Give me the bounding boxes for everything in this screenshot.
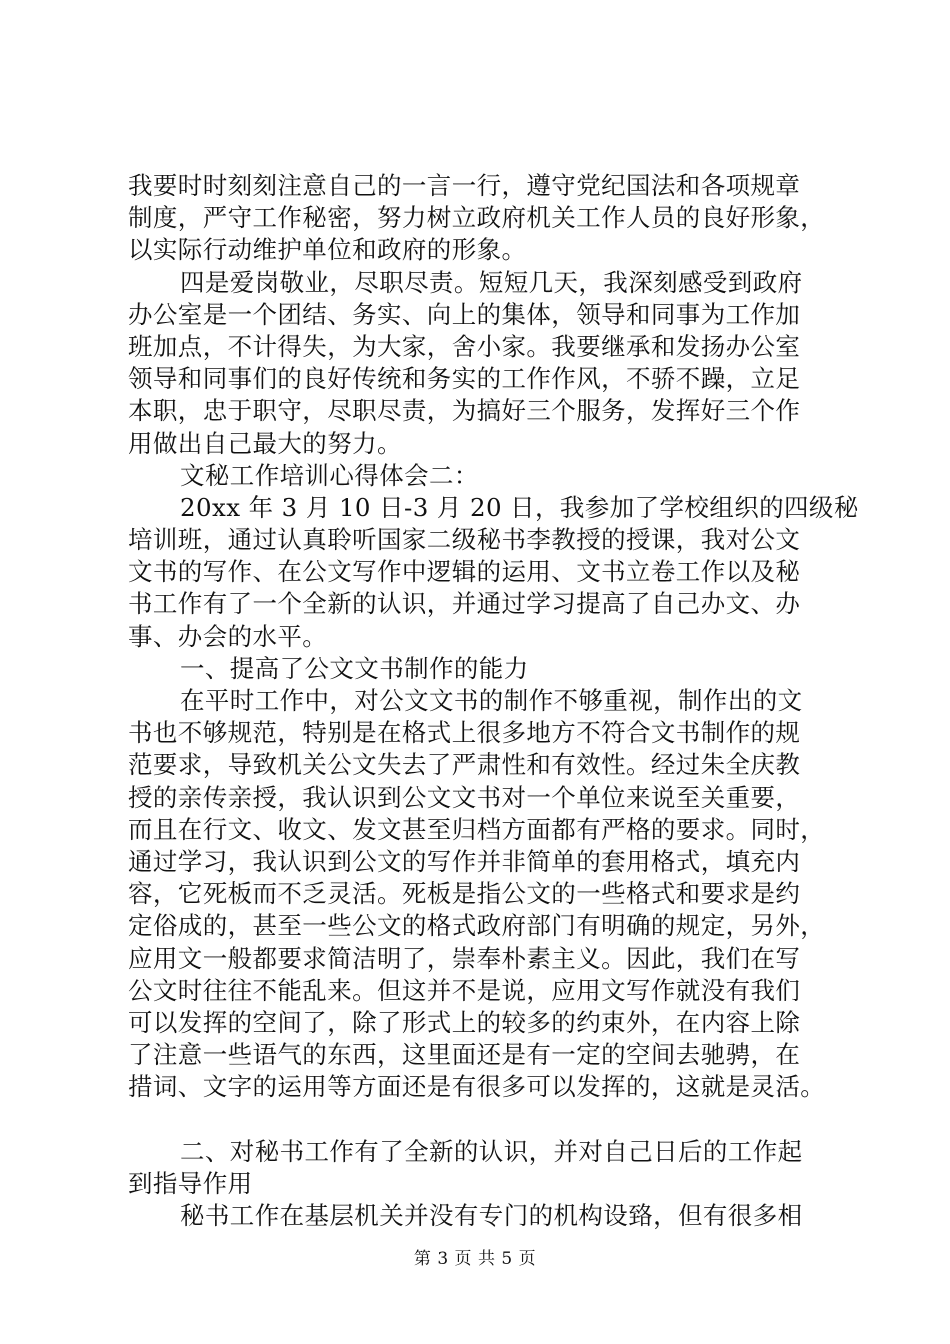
text-line: 容，它死板而不乏灵活。死板是指公文的一些格式和要求是约	[128, 879, 801, 909]
text-line: 措词、文字的运用等方面还是有很多可以发挥的，这就是灵活。	[128, 1072, 826, 1102]
text-line: 20xx 年 3 月 10 日-3 月 20 日，我参加了学校组织的四级秘	[180, 492, 859, 522]
text-line: 本职，忠于职守，尽职尽责，为搞好三个服务，发挥好三个作	[128, 396, 801, 426]
text-line: 用做出自己最大的努力。	[128, 428, 402, 458]
section-heading: 到指导作用	[128, 1168, 253, 1198]
text-line: 在平时工作中，对公文文书的制作不够重视，制作出的文	[180, 686, 803, 715]
page-footer	[0, 1244, 950, 1269]
text-line: 了注意一些语气的东西，这里面还是有一定的空间去驰骋，在	[128, 1040, 801, 1070]
text-line: 秘书工作在基层机关并没有专门的机构设臵，但有很多相	[180, 1201, 803, 1230]
text-line: 范要求，导致机关公文失去了严肃性和有效性。经过朱全庆教	[128, 750, 801, 780]
text-line: 培训班，通过认真聆听国家二级秘书李教授的授课，我对公文	[128, 525, 801, 555]
section-heading: 二、对秘书工作有了全新的认识，并对自己日后的工作起	[180, 1136, 803, 1166]
text-line: 领导和同事们的良好传统和务实的工作作风，不骄不躁，立足	[128, 364, 801, 394]
text-line: 办公室是一个团结、务实、向上的集体，领导和同事为工作加	[128, 299, 801, 329]
document-body	[128, 170, 859, 1232]
section-heading: 文秘工作培训心得体会二：	[180, 460, 479, 490]
text-line: 以实际行动维护单位和政府的形象。	[128, 235, 527, 265]
section-heading: 一、提高了公文文书制作的能力	[180, 653, 529, 683]
text-line: 可以发挥的空间了，除了形式上的较多的约束外，在内容上除	[128, 1007, 801, 1037]
text-line: 授的亲传亲授，我认识到公文文书对一个单位来说至关重要，	[128, 782, 801, 812]
text-line: 书工作有了一个全新的认识，并通过学习提高了自己办文、办	[128, 589, 801, 619]
text-line: 我要时时刻刻注意自己的一言一行，遵守党纪国法和各项规章	[128, 171, 801, 200]
text-line: 文书的写作、在公文写作中逻辑的运用、文书立卷工作以及秘	[128, 557, 801, 587]
paragraph-gap	[128, 1103, 833, 1135]
text-line: 班加点，不计得失，为大家，舍小家。我要继承和发扬办公室	[128, 331, 801, 361]
text-line: 事、办会的水平。	[128, 621, 328, 651]
text-line: 四是爱岗敬业，尽职尽责。短短几天，我深刻感受到政府	[180, 267, 803, 297]
text-line: 制度，严守工作秘密，努力树立政府机关工作人员的良好形象，	[128, 203, 826, 233]
text-line: 公文时往往不能乱来。但这并不是说，应用文写作就没有我们	[128, 975, 801, 1005]
page-indicator: 第 3 页 共 5 页	[413, 1249, 537, 1269]
text-line: 定俗成的，甚至一些公文的格式政府部门有明确的规定，另外，	[128, 911, 826, 941]
text-line: 应用文一般都要求简洁明了，崇奉朴素主义。因此，我们在写	[128, 943, 801, 973]
text-line: 而且在行文、收文、发文甚至归档方面都有严格的要求。同时，	[128, 814, 826, 844]
text-line: 通过学习，我认识到公文的写作并非简单的套用格式，填充内	[128, 846, 801, 876]
text-line: 书也不够规范，特别是在格式上很多地方不符合文书制作的规	[128, 718, 801, 748]
